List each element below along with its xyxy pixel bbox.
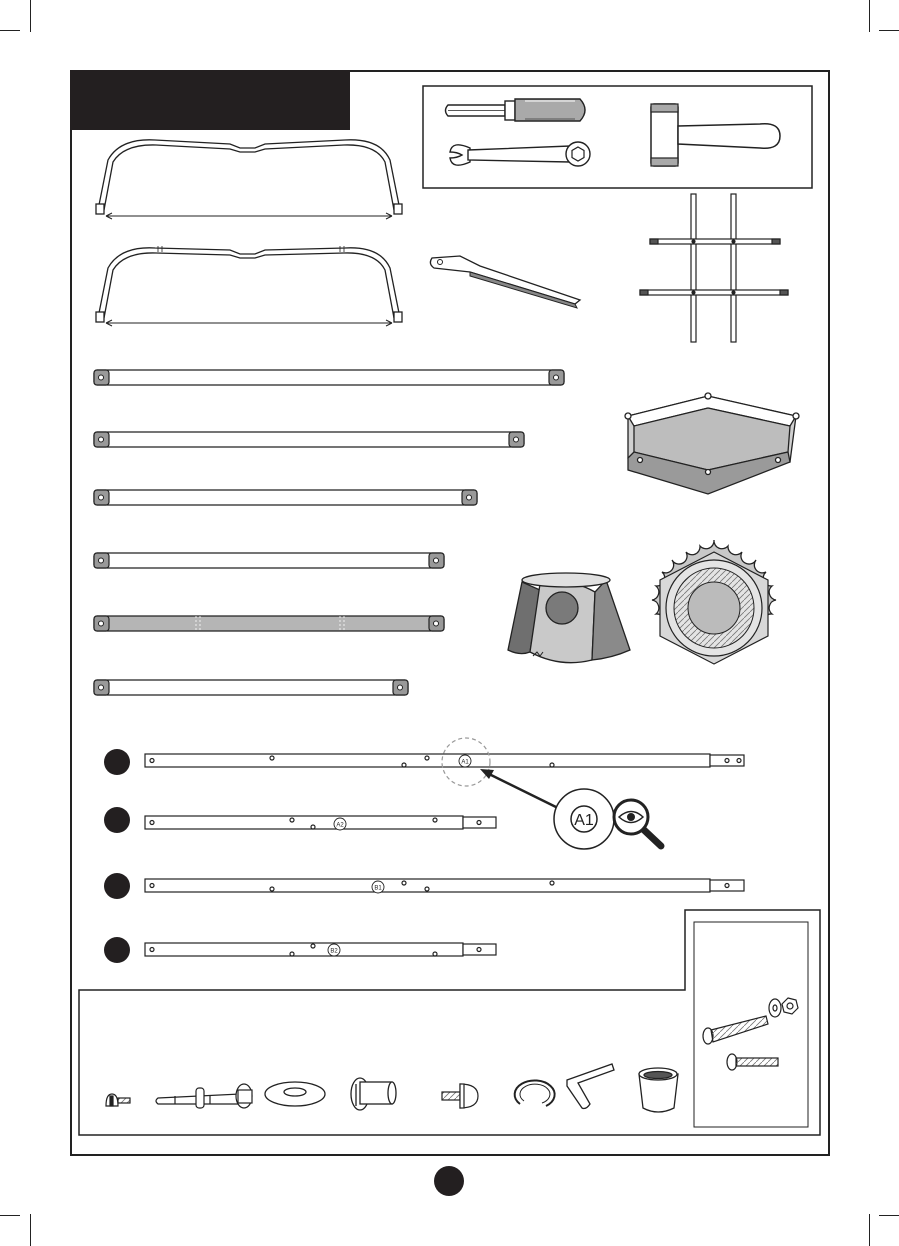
marked-tube-b2: [145, 943, 496, 956]
arch-frame-a: [96, 140, 402, 219]
label-b1: B1: [374, 885, 382, 892]
eye-magnifier-icon: [614, 800, 661, 846]
label-a1-small: A1: [461, 759, 469, 766]
step-dot-2: [104, 807, 130, 833]
tube-5-gray: [94, 616, 444, 631]
arch-frame-b: [96, 246, 402, 326]
marked-tube-b1: [145, 879, 744, 893]
tube-4: [94, 553, 444, 568]
end-cap-icon: [639, 1068, 678, 1112]
callout-label-text: A1: [574, 812, 594, 829]
tube-6: [94, 680, 408, 695]
long-pin-icon: [156, 1084, 252, 1108]
tube-2: [94, 432, 524, 447]
long-bolt-with-washer-nut-icon: [703, 998, 798, 1044]
grid-frame-part: [640, 194, 788, 342]
page-number-dot: [434, 1166, 464, 1196]
label-a2: A2: [336, 822, 344, 829]
barrel-nut-icon: [351, 1078, 396, 1110]
label-b2: B2: [330, 948, 338, 955]
small-screw-icon: [106, 1094, 130, 1106]
step-dot-1: [104, 749, 130, 775]
callout-magnified-label: [554, 789, 614, 849]
short-bolt-icon: [727, 1054, 778, 1070]
callout-arrow: [480, 769, 558, 808]
hex-key-icon: [567, 1064, 614, 1109]
tube-3: [94, 490, 477, 505]
step-dot-4: [104, 937, 130, 963]
marked-tube-a1: [145, 738, 744, 786]
marked-tube-a2: [145, 816, 496, 830]
tube-1: [94, 370, 564, 385]
decorative-mat-part: [652, 540, 776, 664]
tent-cover-part: [508, 573, 630, 663]
flat-washer-icon: [265, 1082, 325, 1106]
step-dot-3: [104, 873, 130, 899]
bolt-icon: [442, 1084, 478, 1108]
split-ring-icon: [515, 1080, 555, 1106]
bent-bracket-part: [430, 256, 580, 308]
hexagon-tray-part: [625, 393, 799, 494]
